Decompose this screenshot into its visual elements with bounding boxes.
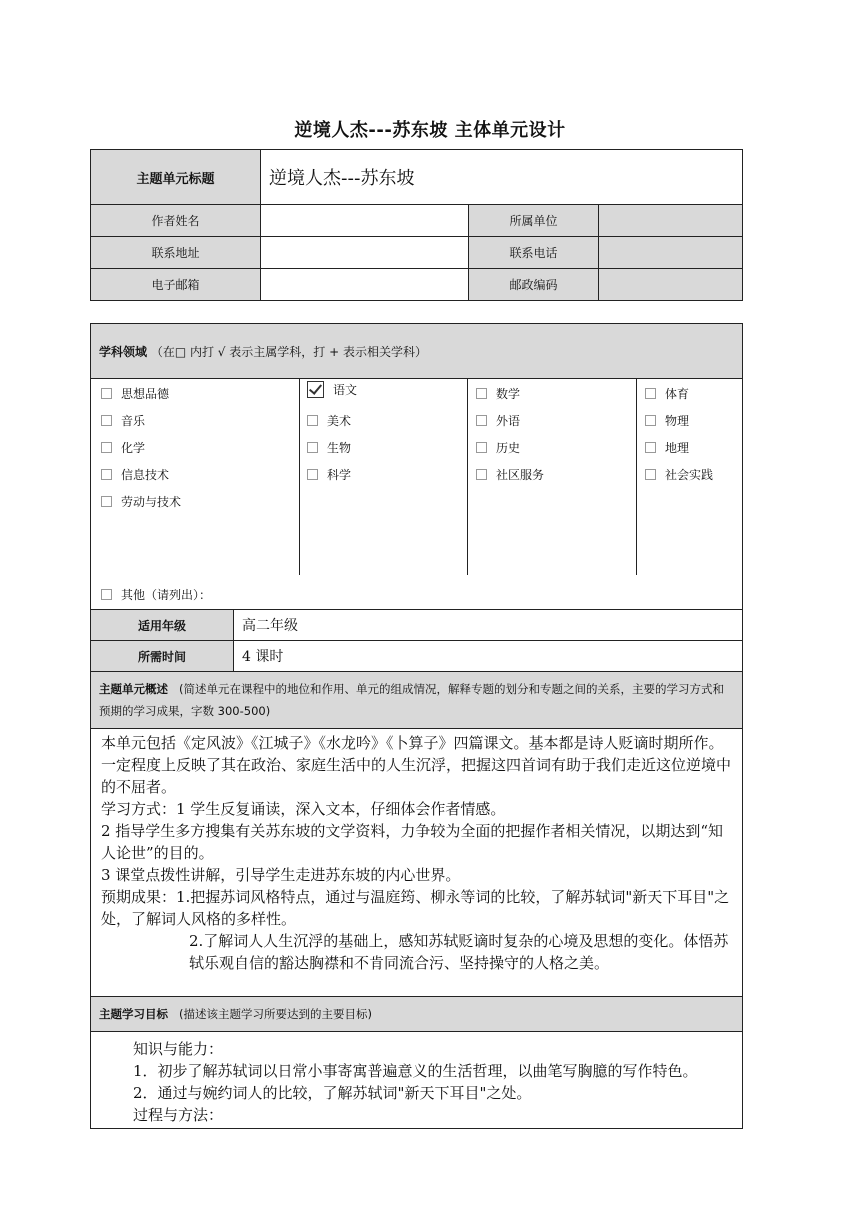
address-label: 联系地址 xyxy=(91,237,261,269)
checkbox-icon[interactable] xyxy=(476,469,487,480)
column-divider xyxy=(467,379,468,575)
overview-line: 预期成果：1.把握苏词风格特点，通过与温庭筠、柳永等词的比较，了解苏轼词"新天下耳目"之处，了解词人风格的多样性。 xyxy=(101,888,730,928)
overview-line: 2.了解词人人生沉浮的基础上，感知苏轼贬谪时复杂的心境及思想的变化。体悟苏轼乐观自信的豁达胸襟和不肯同流合污、坚持操守的人格之美。 xyxy=(189,932,729,972)
checkbox-icon[interactable] xyxy=(101,442,112,453)
topic-value: 逆境人杰---苏东坡 xyxy=(261,150,743,205)
checkbox-icon[interactable] xyxy=(307,442,318,453)
subject-option[interactable] xyxy=(476,385,520,402)
subject-option-label: 音乐 xyxy=(121,414,146,428)
checkbox-icon[interactable] xyxy=(645,415,656,426)
subject-area-cell xyxy=(91,379,743,610)
subject-option-label: 体育 xyxy=(665,387,690,401)
checkbox-icon[interactable] xyxy=(476,442,487,453)
subject-option-label: 外语 xyxy=(496,414,521,428)
checkbox-icon[interactable] xyxy=(307,469,318,480)
checkbox-icon[interactable] xyxy=(101,589,112,600)
subject-option[interactable] xyxy=(476,439,520,456)
subject-option[interactable] xyxy=(101,412,145,429)
postcode-value[interactable] xyxy=(599,269,743,301)
overview-line: 学习方式：1 学生反复诵读，深入文本，仔细体会作者情感。 xyxy=(101,800,506,818)
overview-note: (简述单元在课程中的地位和作用、单元的组成情况，解释专题的划分和专题之间的关系，主要的学习方式和预期的学习成果，字数 300-500) xyxy=(99,682,724,718)
overview-header xyxy=(91,672,743,729)
subject-option[interactable] xyxy=(307,466,351,483)
subject-option[interactable] xyxy=(476,412,520,429)
subject-option-label: 语文 xyxy=(333,383,358,397)
subject-option[interactable] xyxy=(645,385,689,402)
overview-line: 3 课堂点拨性讲解，引导学生走进苏东坡的内心世界。 xyxy=(101,866,461,884)
unit-value[interactable] xyxy=(599,205,743,237)
overview-label: 主题单元概述 xyxy=(99,682,168,696)
goals-body xyxy=(91,1032,743,1129)
subject-option[interactable] xyxy=(476,466,544,483)
phone-value[interactable] xyxy=(599,237,743,269)
subject-option[interactable] xyxy=(307,381,357,398)
subject-area-note: （在□ 内打 √ 表示主属学科，打 + 表示相关学科） xyxy=(150,344,427,359)
author-label: 作者姓名 xyxy=(91,205,261,237)
checkbox-icon[interactable] xyxy=(101,469,112,480)
phone-label: 联系电话 xyxy=(469,237,599,269)
header-table xyxy=(90,149,743,301)
goals-label: 主题学习目标 xyxy=(99,1007,168,1021)
subject-option-label: 劳动与技术 xyxy=(121,495,182,509)
subject-option-label: 美术 xyxy=(327,414,352,428)
email-value[interactable] xyxy=(261,269,469,301)
checkbox-icon[interactable] xyxy=(101,415,112,426)
subject-area-header xyxy=(91,324,743,379)
unit-label: 所属单位 xyxy=(469,205,599,237)
subject-option-label: 物理 xyxy=(665,414,690,428)
subject-grid xyxy=(91,379,742,609)
subject-option-label: 生物 xyxy=(327,441,352,455)
subject-option[interactable] xyxy=(645,466,713,483)
checked-box-icon[interactable] xyxy=(307,381,324,398)
subject-option-label: 历史 xyxy=(496,441,521,455)
subject-option[interactable] xyxy=(645,439,689,456)
grade-value: 高二年级 xyxy=(234,610,743,641)
checkbox-icon[interactable] xyxy=(476,415,487,426)
subject-option-label: 信息技术 xyxy=(121,468,170,482)
subject-option-label: 地理 xyxy=(665,441,690,455)
overview-body xyxy=(91,729,743,997)
checkbox-icon[interactable] xyxy=(101,496,112,507)
checkbox-icon[interactable] xyxy=(645,469,656,480)
other-subjects[interactable] xyxy=(101,586,211,603)
topic-label: 主题单元标题 xyxy=(91,150,261,205)
subject-option-label: 社会实践 xyxy=(665,468,714,482)
column-divider xyxy=(636,379,637,575)
checkbox-icon[interactable] xyxy=(645,442,656,453)
checkbox-icon[interactable] xyxy=(476,388,487,399)
goals-note: (描述该主题学习所要达到的主要目标) xyxy=(178,1007,372,1021)
duration-label: 所需时间 xyxy=(91,641,234,672)
column-divider xyxy=(299,379,300,575)
subject-option[interactable] xyxy=(307,439,351,456)
subject-option[interactable] xyxy=(101,466,169,483)
page-title: 逆境人杰---苏东坡 主体单元设计 xyxy=(294,120,566,141)
checkbox-icon[interactable] xyxy=(645,388,656,399)
subject-option-label: 科学 xyxy=(327,468,352,482)
subject-option-label: 数学 xyxy=(496,387,521,401)
subject-area-label: 学科领域 xyxy=(99,344,148,359)
checkbox-icon[interactable] xyxy=(307,415,318,426)
goal-line: 知识与能力： xyxy=(133,1040,224,1058)
goal-line: 1．初步了解苏轼词以日常小事寄寓普遍意义的生活哲理，以曲笔写胸臆的写作特色。 xyxy=(133,1062,698,1080)
address-value[interactable] xyxy=(261,237,469,269)
overview-line: 2 指导学生多方搜集有关苏东坡的文学资料，力争较为全面的把握作者相关情况，以期达到“知人论世”的目的。 xyxy=(101,822,723,862)
subject-option[interactable] xyxy=(101,385,169,402)
goal-line: 过程与方法： xyxy=(133,1106,224,1124)
subject-option-label: 化学 xyxy=(121,441,146,455)
subject-option[interactable] xyxy=(101,493,181,510)
grade-label: 适用年级 xyxy=(91,610,234,641)
postcode-label: 邮政编码 xyxy=(469,269,599,301)
overview-line: 本单元包括《定风波》《江城子》《水龙吟》《卜算子》四篇课文。基本都是诗人贬谪时期所作。一定程度上反映了其在政治、家庭生活中的人生沉浮，把握这四首词有助于我们走近这位逆境中的不屈者。 xyxy=(101,734,732,796)
checkbox-icon[interactable] xyxy=(101,388,112,399)
subject-option[interactable] xyxy=(101,439,145,456)
goals-header xyxy=(91,997,743,1032)
email-label: 电子邮箱 xyxy=(91,269,261,301)
subject-option-label: 社区服务 xyxy=(496,468,545,482)
subject-option-label: 思想品德 xyxy=(121,387,170,401)
duration-value: 4 课时 xyxy=(234,641,743,672)
design-table xyxy=(90,323,743,1129)
other-subjects-label: 其他（请列出）： xyxy=(121,588,212,602)
author-value[interactable] xyxy=(261,205,469,237)
subject-option[interactable] xyxy=(645,412,689,429)
subject-option[interactable] xyxy=(307,412,351,429)
goal-line: 2．通过与婉约词人的比较，了解苏轼词"新天下耳目"之处。 xyxy=(133,1084,532,1102)
